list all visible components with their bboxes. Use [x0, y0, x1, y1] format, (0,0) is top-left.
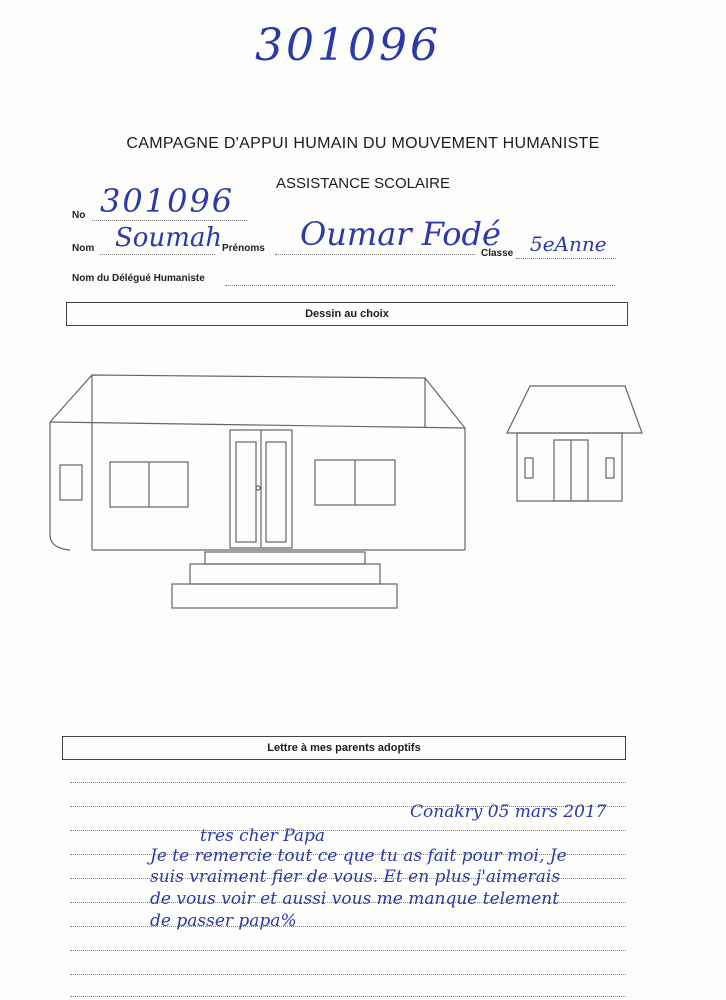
writing-line — [70, 974, 626, 975]
letter-line: Je te remercie tout ce que tu as fait pour moi, Je — [150, 846, 567, 866]
writing-line — [70, 950, 626, 951]
letter-line: de vous voir et aussi vous me manque telement — [150, 889, 560, 909]
prenoms-value: Oumar Fodé — [300, 215, 501, 253]
nom-value: Soumah — [115, 223, 223, 253]
prenoms-field-line — [275, 254, 475, 255]
delegue-label: Nom du Délégué Humaniste — [72, 273, 205, 284]
nom-field-line — [100, 254, 215, 255]
letter-salutation: tres cher Papa — [200, 826, 326, 846]
document-title: CAMPAGNE D'APPUI HUMAIN DU MOUVEMENT HUMANISTE — [126, 135, 600, 152]
no-field-line — [92, 220, 247, 221]
big-house-roof — [50, 375, 465, 428]
no-value: 301096 — [100, 182, 235, 220]
letter-section-heading: Lettre à mes parents adoptifs — [62, 736, 626, 760]
no-label: No — [72, 210, 86, 221]
writing-line — [70, 782, 626, 783]
nom-label: Nom — [72, 243, 95, 254]
writing-line — [70, 996, 626, 997]
document-subtitle: ASSISTANCE SCOLAIRE — [276, 175, 450, 192]
letter-place-date: Conakry 05 mars 2017 — [410, 802, 607, 822]
classe-value: 5eAnne — [530, 232, 607, 256]
reference-number-handwritten: 301096 — [255, 20, 441, 71]
drawing-section-heading: Dessin au choix — [66, 302, 628, 326]
writing-line — [70, 830, 626, 831]
letter-line: de passer papa% — [150, 911, 297, 931]
house-drawing — [40, 360, 660, 630]
classe-field-line — [516, 258, 616, 259]
delegue-field-line — [225, 285, 615, 286]
classe-label: Classe — [481, 248, 514, 259]
letter-line: suis vraiment fier de vous. Et en plus j'aimerais — [150, 867, 561, 887]
small-house-roof — [507, 386, 642, 433]
prenoms-label: Prénoms — [222, 243, 265, 254]
